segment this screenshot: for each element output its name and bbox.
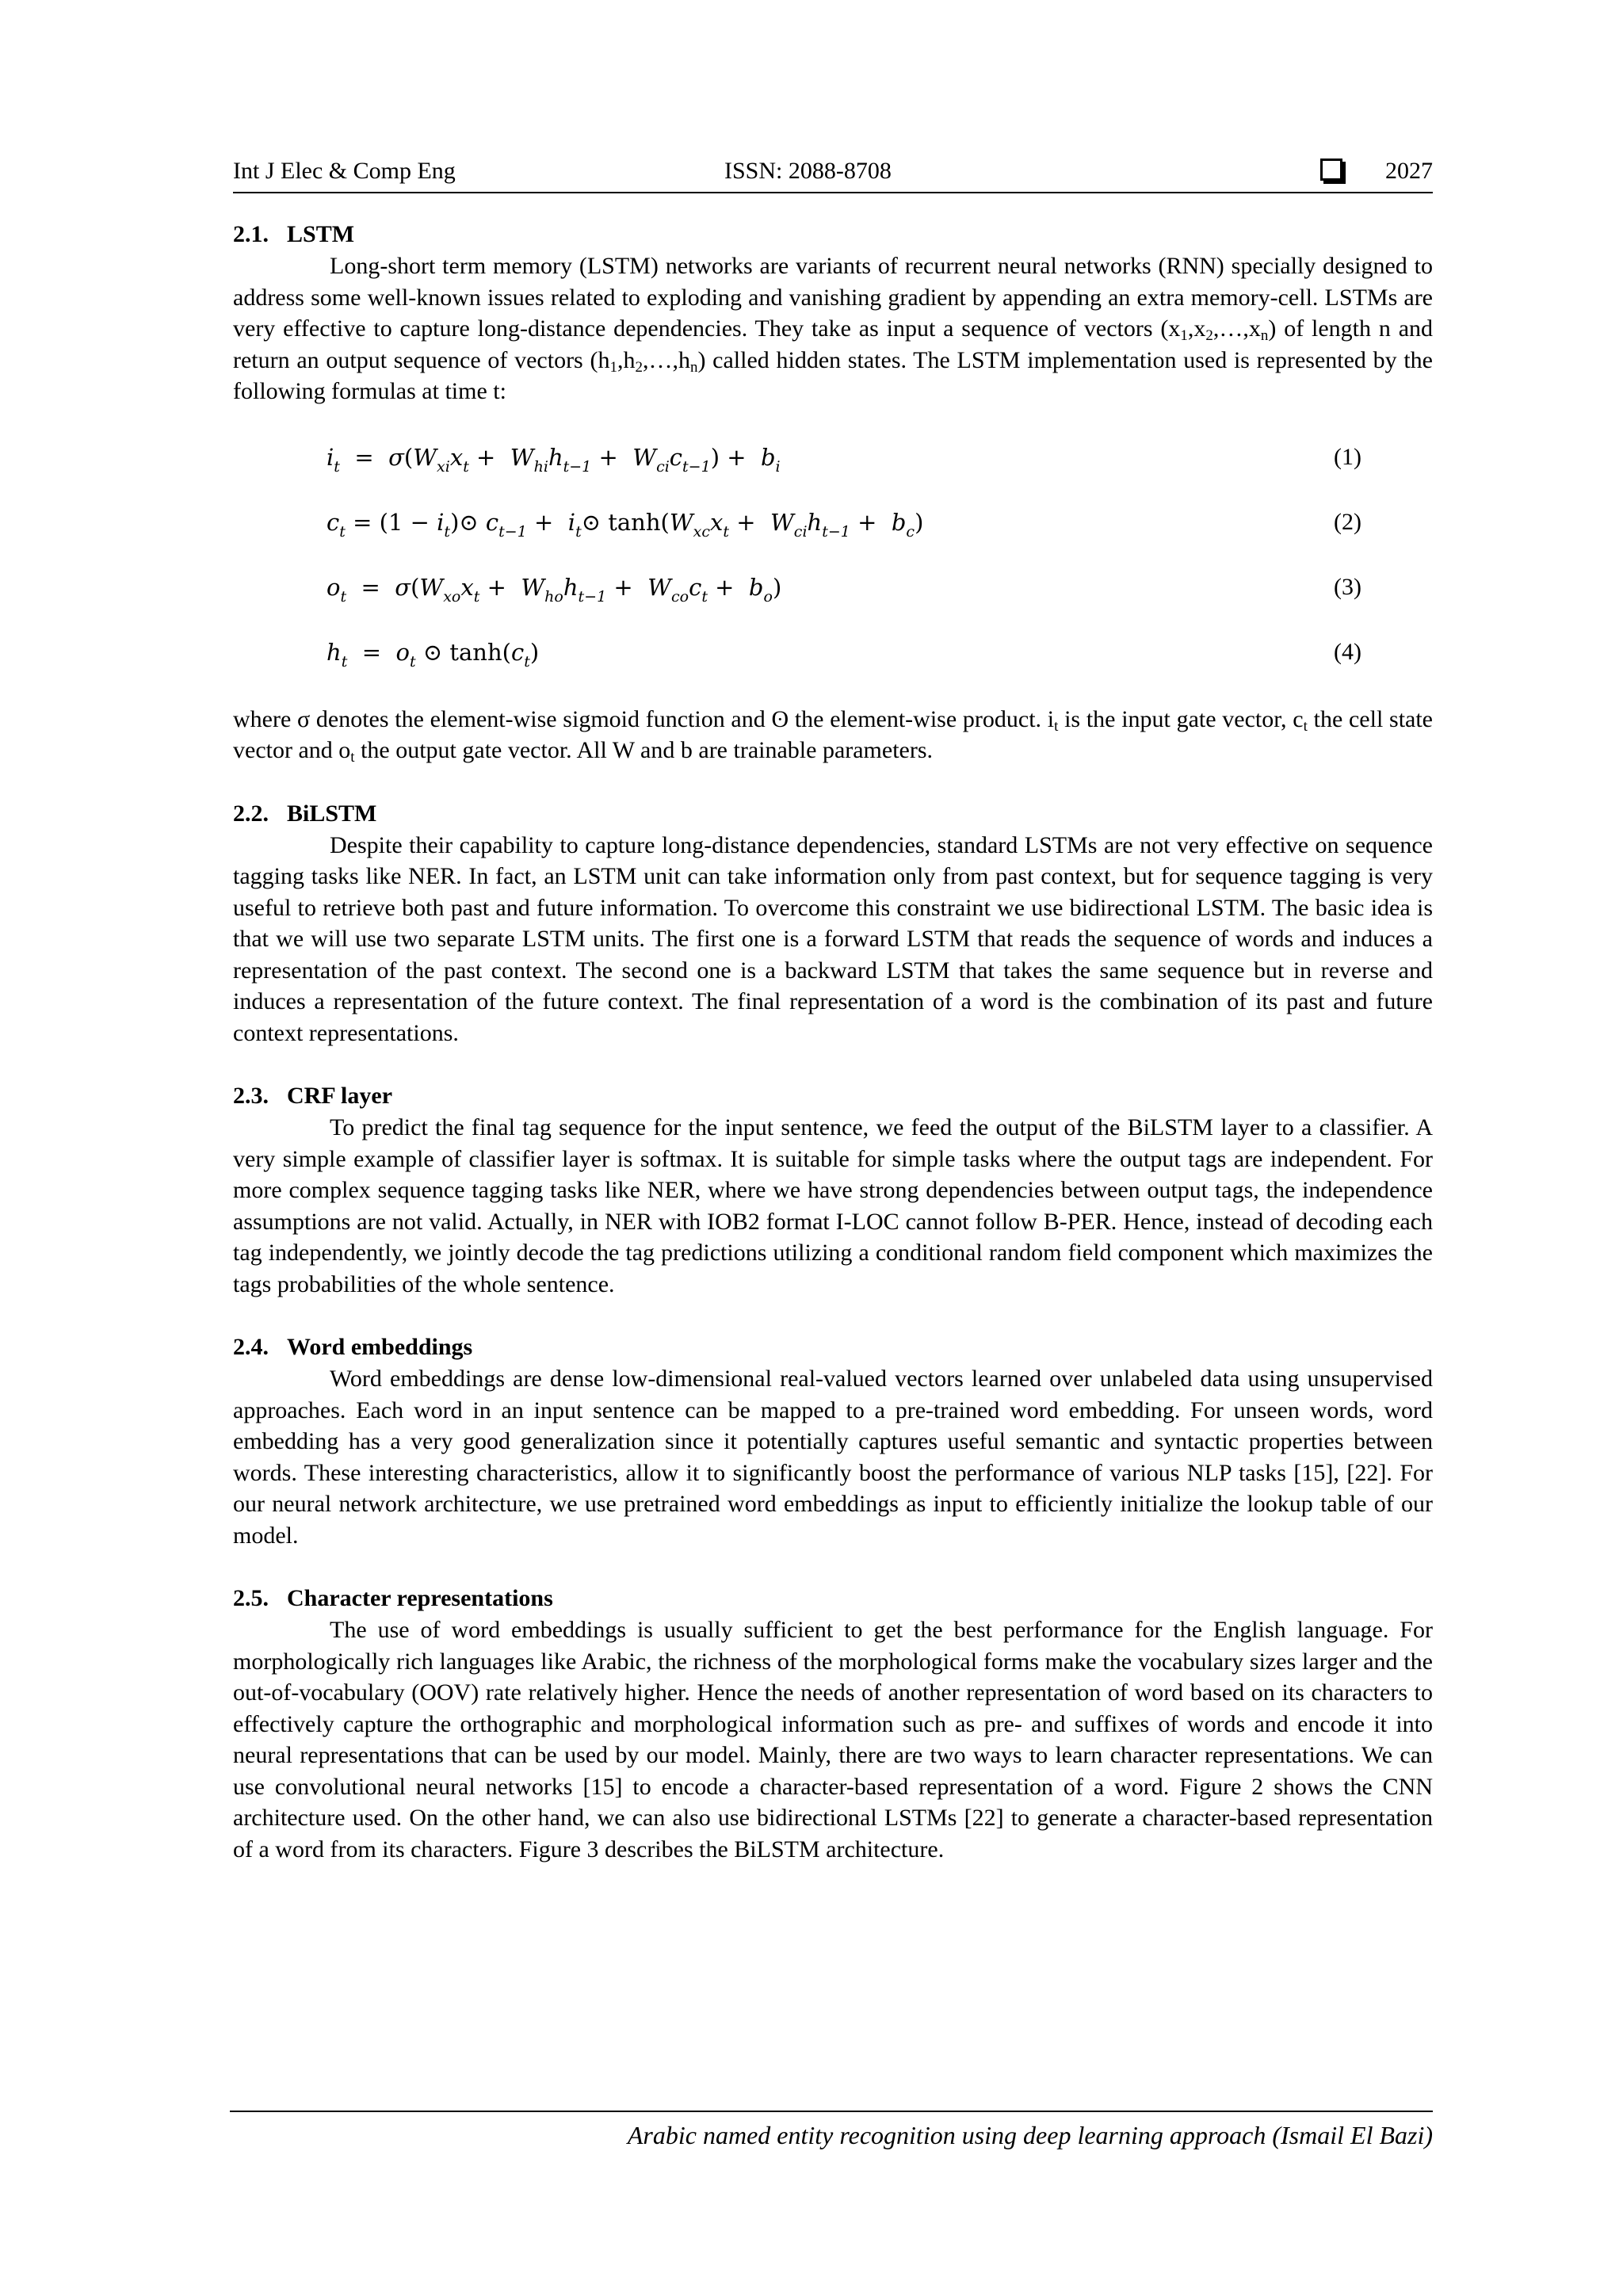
- equation-number: (3): [1334, 573, 1361, 600]
- issn: ISSN: 2088-8708: [724, 158, 892, 184]
- paragraph: where σ denotes the element-wise sigmoid function and ʘ the element-wise product. $i_t$ is the input gate vector, $c_t$ the cell state vector and $o_t$ the output gate vector. All W and b are trainable parameters.: [233, 705, 1433, 766]
- section-bilstm: [233, 798, 1433, 1049]
- square-box-icon: [1320, 159, 1342, 181]
- equation-4: $h_t = o_t$ ⊙ $\tanh(c_t)$ (4): [233, 620, 1433, 685]
- equation-block: [233, 425, 1433, 685]
- section-heading: 2.4. Word embeddings: [233, 1334, 473, 1360]
- paragraph: Despite their capability to capture long-distance dependencies, standard LSTMs are not very effective on sequence tagging tasks like NER. In fact, an LSTM unit can take information only from past context, but for sequence tagging is very useful to retrieve both past and future information. To overcome this constraint we use bidirectional LSTM. The basic idea is that we will use two separate LSTM units. The first one is a forward LSTM that reads the sequence of words and induces a representation of the past context. The second one is a backward LSTM that takes the same sequence but in reverse and induces a representation of the future context. The final representation of a word is the combination of its past and future context representations.: [233, 831, 1433, 1046]
- page-number: 2027: [1385, 158, 1433, 184]
- paragraph: The use of word embeddings is usually sufficient to get the best performance for the English language. For morphologically rich languages like Arabic, the richness of the morphological forms make the vocabulary sizes larger and the out-of-vocabulary (OOV) rate relatively higher. Hence the needs of another representation of word based on its characters to effectively capture the orthographic and morphological information such as pre- and suffixes of words and encode it into neural representations that can be used by our model. Mainly, there are two ways to learn character representations. We can use convolutional neural networks [15] to encode a character-based representation of a word. Figure 2 shows the CNN architecture used. On the other hand, we can also use bidirectional LSTMs [22] to generate a character-based representation of a word from its characters. Figure 3 describes the BiLSTM architecture.: [233, 1617, 1433, 1862]
- section-heading: 2.3. CRF layer: [233, 1083, 393, 1109]
- equation-1: $i_t = \sigma(W_{xi}x_t + W_{hi}h_{t-1} + W_{ci}c_{t-1}) + b_i$ (1): [233, 425, 1433, 490]
- main-body: [233, 219, 1433, 1865]
- section-heading: 2.5. Character representations: [233, 1585, 553, 1611]
- running-footer: Arabic named entity recognition using deep learning approach (Ismail El Bazi): [627, 2121, 1433, 2149]
- section-word-embeddings: [233, 1331, 1433, 1551]
- section-character-representations: [233, 1583, 1433, 1865]
- footer-rule: [230, 2111, 1433, 2112]
- journal-name: Int J Elec & Comp Eng: [233, 158, 456, 184]
- section-lstm: [233, 219, 1433, 766]
- section-heading: 2.1. LSTM: [233, 221, 355, 247]
- paragraph: To predict the final tag sequence for the input sentence, we feed the output of the BiLSTM layer to a classifier. A very simple example of classifier layer is softmax. It is suitable for simple tasks where the output tags are independent. For more complex sequence tagging tasks like NER, where we have strong dependencies between output tags, the independence assumptions are not valid. Actually, in NER with IOB2 format I-LOC cannot follow B-PER. Hence, instead of decoding each tag independently, we jointly decode the tag predictions utilizing a conditional random field component which maximizes the tags probabilities of the whole sentence.: [233, 1114, 1433, 1297]
- page-number-group: [1320, 155, 1433, 187]
- equation-number: (2): [1334, 508, 1361, 535]
- section-crf-layer: [233, 1080, 1433, 1300]
- running-header: [233, 155, 1433, 193]
- equation-3: $o_t = \sigma(W_{xo}x_t + W_{ho}h_{t-1} + W_{co}c_t + b_o)$ (3): [233, 555, 1433, 620]
- paragraph: Long-short term memory (LSTM) networks are variants of recurrent neural networks (RNN) specially designed to address some well-known issues related to exploding and vanishing gradient by appending an extra memory-cell. LSTMs are very effective to capture long-distance dependencies. They take as input a sequence of vectors $(x_1,x_2,\dots,x_n)$ of length n and return an output sequence of vectors $(h_1,h_2,\dots,h_n)$ called hidden states. The LSTM implementation used is represented by the following formulas at time t:: [233, 253, 1434, 404]
- equation-number: (1): [1334, 443, 1361, 470]
- paragraph: Word embeddings are dense low-dimensional real-valued vectors learned over unlabeled data using unsupervised approaches. Each word in an input sentence can be mapped to a pre-trained word embedding. For unseen words, word embedding has a very good generalization since it potentially captures useful semantic and syntactic properties between words. These interesting characteristics, allow it to significantly boost the performance of various NLP tasks [15], [22]. For our neural network architecture, we use pretrained word embeddings as input to efficiently initialize the lookup table of our model.: [233, 1366, 1433, 1549]
- equation-2: $c_t = (1$ − $i_t)⊙$ $c_{t-1}$ + $i_t⊙$ $\tanh(W_{xc}x_t + W_{ci}h_{t-1} + b_c)$ (2): [233, 490, 1433, 555]
- equation-number: (4): [1334, 638, 1361, 665]
- section-heading: 2.2. BiLSTM: [233, 800, 377, 827]
